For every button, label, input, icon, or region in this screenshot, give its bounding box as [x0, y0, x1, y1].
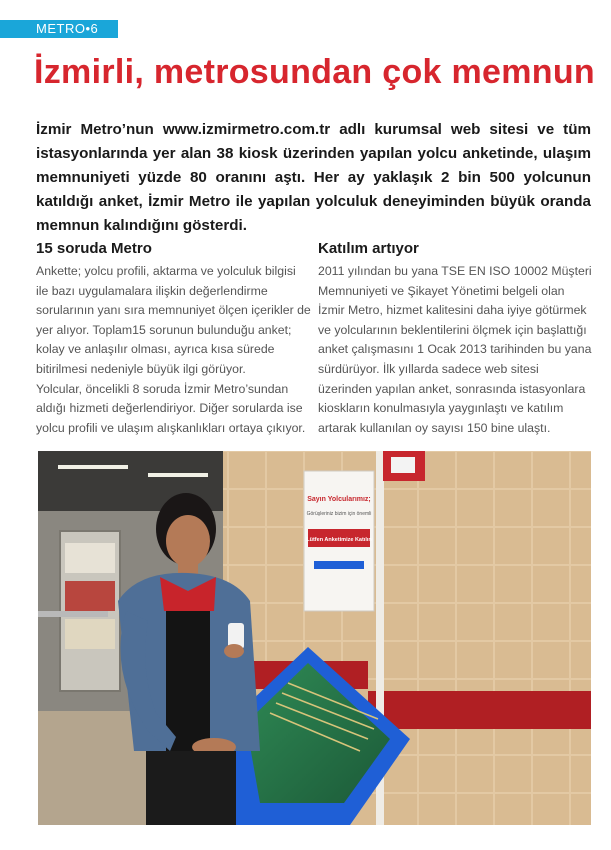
column-paragraph: Yolcular, öncelikli 8 soruda İzmir Metro’sundan aldığı hizmeti değerlendiriyor. Diğer sorularda ise yolcu profili ve ulaşım alışkanlıkları ortaya çıkıyor. — [36, 381, 306, 435]
poster-text: Lütfen Anketimize Katılın — [306, 537, 372, 543]
section-name: METRO — [36, 21, 86, 36]
column-left — [36, 240, 311, 438]
section-tab — [0, 20, 118, 38]
column-paragraph: 2011 yılından bu yana TSE EN ISO 10002 Müşteri Memnuniyeti ve Şikayet Yönetimi belgeli olan İzmir Metro, hizmet kalitesini daha iyiye götürmek ve yolcularının beklentilerini ölçmek için başlattığı anket çalışmasını 1 Ocak 2013 tarihinden bu yana sürdürüyor. İlk yıllarda sadece web sitesi üzerinden yapılan anket, sonrasında istasyonlara kioskların konulmasıyla yaygınlaştı ve katılım artarak kullanılan oy sayısı 150 bine ulaştı. — [318, 264, 592, 435]
column-right — [318, 240, 594, 438]
poster-text: Görüşleriniz bizim için önemli — [306, 511, 372, 517]
headline: İzmirli, metrosundan çok memnun — [34, 53, 595, 91]
red-tile-band — [368, 691, 591, 729]
column-heading: Katılım artıyor — [318, 240, 419, 257]
ceiling — [38, 451, 238, 511]
lead-paragraph: İzmir Metro’nun www.izmirmetro.com.tr adlı kurumsal web sitesi ve tüm istasyonlarında yer alan 38 kiosk üzerinden yapılan yolcu anketinde, ulaşım memnuniyeti yüzde 80 oranını aştı. Her ay yaklaşık 2 bin 500 yolcunun katıldığı anket, İzmir Metro ile yapılan yolculuk deneyiminden büyük oranda memnun kalındığını gösterdi. — [36, 121, 591, 234]
page-number: 6 — [90, 21, 99, 36]
article-photo — [38, 451, 591, 825]
column-paragraph: Ankette; yolcu profili, aktarma ve yolculuk bilgisi ile bazı uygulamalara ilişkin değerlendirme sorularının yanı sıra memnuniyet ölçen içerikler de yer alıyor. Toplam15 sorunun bulunduğu anket; kolay ve anlaşılır olması, ayrıca kısa sürede bitirilmesi nedeniyle büyük ilgi görüyor. — [36, 264, 311, 376]
rail — [38, 611, 108, 617]
poster-text: Sayın Yolcularımız; — [307, 496, 371, 503]
kiosk-photo-illustration — [38, 451, 591, 825]
column-heading: 15 soruda Metro — [36, 240, 152, 257]
section-separator: • — [85, 21, 91, 36]
